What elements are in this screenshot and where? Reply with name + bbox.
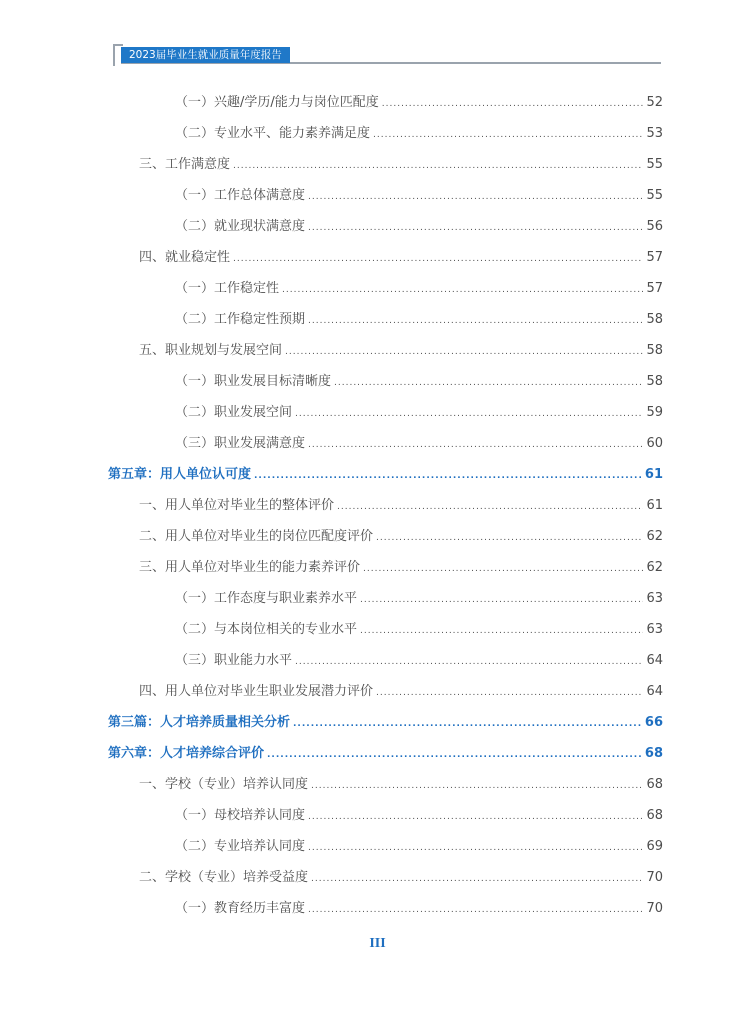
toc-entry-page: 62	[646, 529, 663, 544]
toc-entry[interactable]	[139, 866, 663, 897]
toc-entry-page: 56	[646, 219, 663, 234]
toc-entry-title: （一）母校培养认同度	[175, 808, 306, 823]
toc-entry[interactable]	[175, 184, 663, 215]
toc-entry-title: （一）工作总体满意度	[175, 188, 306, 203]
toc-leader-dots	[308, 905, 643, 915]
toc-entry-page: 63	[646, 591, 663, 606]
toc-entry-page: 66	[644, 715, 663, 730]
toc-entry-title: （一）工作态度与职业素养水平	[175, 591, 358, 606]
toc-leader-dots	[308, 192, 643, 202]
toc-entry[interactable]	[175, 91, 663, 122]
toc-entry-page: 62	[646, 560, 663, 575]
toc-leader-dots	[360, 626, 643, 636]
toc-entry-title: （二）职业发展空间	[175, 405, 293, 420]
toc-entry[interactable]	[175, 897, 663, 928]
toc-entry-title: 五、职业规划与发展空间	[139, 343, 283, 358]
toc-entry-page: 64	[646, 653, 663, 668]
toc-entry[interactable]	[108, 463, 663, 494]
toc-entry[interactable]	[139, 773, 663, 804]
toc-entry-page: 53	[646, 126, 663, 141]
toc-entry[interactable]	[139, 339, 663, 370]
toc-leader-dots	[282, 285, 643, 295]
toc-entry[interactable]	[175, 432, 663, 463]
toc-entry-title: （三）职业发展满意度	[175, 436, 306, 451]
toc-leader-dots	[382, 99, 644, 109]
toc-entry-title: （一）教育经历丰富度	[175, 901, 306, 916]
toc-leader-dots	[337, 502, 643, 512]
toc-entry[interactable]	[175, 308, 663, 339]
toc-leader-dots	[233, 161, 643, 171]
toc-entry[interactable]	[139, 525, 663, 556]
toc-leader-dots	[308, 316, 643, 326]
toc-entry[interactable]	[139, 494, 663, 525]
toc-entry-title: 二、学校（专业）培养受益度	[139, 870, 309, 885]
toc-leader-dots	[373, 130, 643, 140]
toc-entry[interactable]	[139, 556, 663, 587]
toc-entry[interactable]	[139, 153, 663, 184]
toc-entry-title: 四、用人单位对毕业生职业发展潜力评价	[139, 684, 374, 699]
toc-entry[interactable]	[175, 370, 663, 401]
toc-entry[interactable]	[175, 804, 663, 835]
toc-entry[interactable]	[108, 711, 663, 742]
toc-leader-dots	[334, 378, 643, 388]
toc-entry-page: 55	[646, 188, 663, 203]
toc-leader-dots	[295, 409, 643, 419]
toc-entry-page: 68	[646, 777, 663, 792]
toc-entry[interactable]	[175, 277, 663, 308]
toc-entry-page: 64	[646, 684, 663, 699]
toc-leader-dots	[233, 254, 643, 264]
toc-entry-page: 68	[644, 746, 663, 761]
toc-entry-title: （一）职业发展目标清晰度	[175, 374, 332, 389]
toc-entry-page: 58	[646, 312, 663, 327]
toc-entry-title: 一、学校（专业）培养认同度	[139, 777, 309, 792]
toc-entry-title: （一）工作稳定性	[175, 281, 280, 296]
toc-entry-title: （一）兴趣/学历/能力与岗位匹配度	[175, 95, 379, 110]
toc-entry[interactable]	[139, 680, 663, 711]
toc-entry-page: 57	[646, 250, 663, 265]
toc-entry[interactable]	[175, 649, 663, 680]
toc-entry-page: 61	[644, 467, 663, 482]
toc-entry-title: （二）就业现状满意度	[175, 219, 306, 234]
toc-entry-page: 57	[646, 281, 663, 296]
toc-entry-page: 52	[646, 95, 663, 110]
toc-entry-page: 70	[646, 870, 663, 885]
toc-entry-title: （二）专业水平、能力素养满足度	[175, 126, 371, 141]
toc-entry-title: （二）工作稳定性预期	[175, 312, 306, 327]
toc-leader-dots	[267, 750, 642, 760]
toc-entry-title: 第五章：用人单位认可度	[108, 467, 252, 482]
toc-entry-page: 58	[646, 374, 663, 389]
toc-entry-title: 三、工作满意度	[139, 157, 231, 172]
running-header	[113, 44, 661, 66]
toc-leader-dots	[308, 843, 643, 853]
toc-entry-title: （二）与本岗位相关的专业水平	[175, 622, 358, 637]
toc-entry-title: 第三篇：人才培养质量相关分析	[108, 715, 291, 730]
toc-entry-title: （三）职业能力水平	[175, 653, 293, 668]
toc-entry[interactable]	[175, 618, 663, 649]
toc-entry-page: 63	[646, 622, 663, 637]
toc-entry-page: 59	[646, 405, 663, 420]
toc-leader-dots	[308, 223, 643, 233]
header-title: 2023届毕业生就业质量年度报告	[121, 47, 290, 63]
toc-entry-title: 二、用人单位对毕业生的岗位匹配度评价	[139, 529, 374, 544]
toc-leader-dots	[295, 657, 643, 667]
toc-entry-page: 69	[646, 839, 663, 854]
toc-entry-page: 58	[646, 343, 663, 358]
toc-entry-page: 70	[646, 901, 663, 916]
toc-entry-page: 61	[646, 498, 663, 513]
toc-entry[interactable]	[108, 742, 663, 773]
toc-leader-dots	[285, 347, 643, 357]
toc-entry[interactable]	[175, 122, 663, 153]
toc-leader-dots	[363, 564, 643, 574]
toc-leader-dots	[311, 781, 643, 791]
toc-entry-title: 三、用人单位对毕业生的能力素养评价	[139, 560, 361, 575]
toc-leader-dots	[308, 440, 643, 450]
toc-entry[interactable]	[175, 835, 663, 866]
toc-entry-page: 68	[646, 808, 663, 823]
toc-leader-dots	[308, 812, 643, 822]
toc-leader-dots	[376, 688, 643, 698]
page-number: III	[369, 936, 386, 951]
toc-leader-dots	[360, 595, 643, 605]
toc-leader-dots	[376, 533, 643, 543]
toc-entry-title: （二）专业培养认同度	[175, 839, 306, 854]
toc-leader-dots	[311, 874, 643, 884]
toc-entry-title: 四、就业稳定性	[139, 250, 231, 265]
toc-entry-page: 55	[646, 157, 663, 172]
toc-leader-dots	[293, 719, 642, 729]
toc-entry[interactable]	[139, 246, 663, 277]
toc-entry[interactable]	[175, 215, 663, 246]
toc-leader-dots	[254, 471, 642, 481]
toc-entry-title: 第六章：人才培养综合评价	[108, 746, 265, 761]
toc-entry-page: 60	[646, 436, 663, 451]
toc-entry-title: 一、用人单位对毕业生的整体评价	[139, 498, 335, 513]
toc-entry[interactable]	[175, 401, 663, 432]
toc-entry[interactable]	[175, 587, 663, 618]
